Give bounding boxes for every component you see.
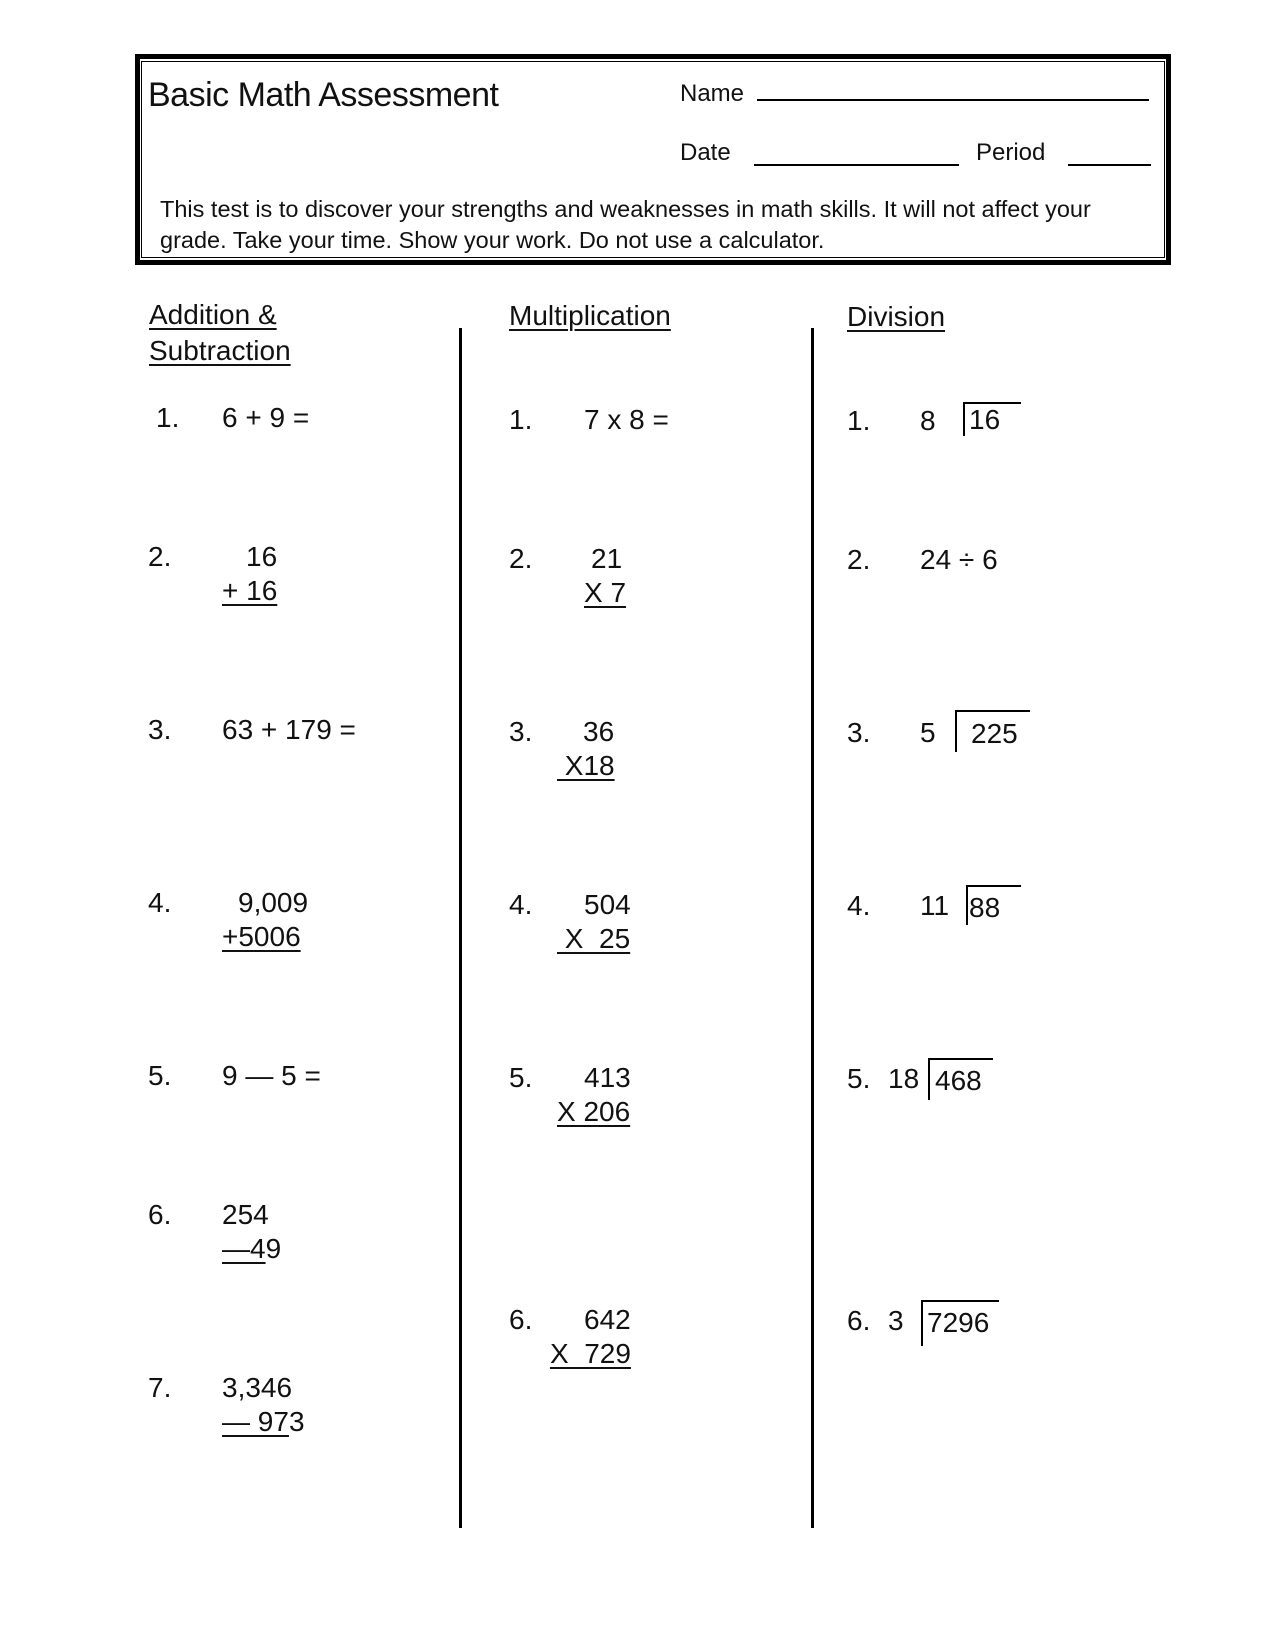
- date-label: Date: [680, 139, 731, 166]
- addition-problem-3-expression: 63 + 179 =: [222, 714, 356, 745]
- division-problem-5-dividend: 468: [935, 1065, 982, 1096]
- multiplication-problem-3-number: 3.: [509, 716, 533, 747]
- division-problem-5-divisor: 18: [888, 1063, 920, 1094]
- division-problem-1-number: 1.: [847, 405, 871, 436]
- multiplication-heading: Multiplication: [509, 300, 671, 331]
- addition-problem-4-top: 9,009: [238, 887, 309, 918]
- division-problem-1-bracket: [963, 402, 1021, 436]
- addition-problem-7-bottom-rest: 3: [288, 1406, 305, 1437]
- instructions-line-2: grade. Take your time. Show your work. Do not use a calculator.: [160, 227, 825, 253]
- multiplication-problem-4-number: 4.: [509, 889, 533, 920]
- multiplication-problem-1-expression: 7 x 8 =: [584, 404, 669, 435]
- addition-problem-4-number: 4.: [148, 887, 172, 918]
- multiplication-problem-4-top: 504: [584, 889, 631, 920]
- division-problem-3-divisor: 5: [920, 717, 936, 748]
- multiplication-problem-6-bottom: X 729: [550, 1338, 631, 1369]
- multiplication-problem-1-number: 1.: [509, 404, 533, 435]
- division-problem-4-divisor: 11: [920, 890, 950, 921]
- period-field[interactable]: [1068, 164, 1151, 166]
- addition-heading-line-2: Subtraction: [149, 335, 291, 366]
- column-divider-right: [811, 328, 814, 1528]
- name-field[interactable]: [757, 99, 1149, 101]
- addition-problem-2-top: 16: [246, 541, 278, 572]
- date-field[interactable]: [754, 164, 959, 166]
- division-problem-6-bracket: [921, 1300, 999, 1346]
- division-problem-4-bracket: [966, 885, 1021, 925]
- addition-problem-6-bottom-rest: 9: [265, 1233, 282, 1264]
- addition-problem-5-number: 5.: [148, 1060, 172, 1091]
- multiplication-problem-3-bottom: X18: [557, 750, 615, 781]
- addition-heading-line-1: Addition &: [149, 299, 277, 330]
- column-divider-left: [459, 328, 462, 1528]
- division-problem-6-divisor: 3: [888, 1305, 904, 1336]
- division-problem-3-number: 3.: [847, 717, 871, 748]
- division-problem-4-dividend: 88: [969, 892, 1001, 923]
- multiplication-problem-3-top: 36: [583, 716, 615, 747]
- addition-subtraction-heading: [149, 297, 291, 369]
- multiplication-problem-5-bottom: X 206: [557, 1096, 631, 1127]
- division-problem-4-number: 4.: [847, 890, 871, 921]
- instructions: [160, 194, 1091, 256]
- addition-problem-2-bottom: + 16: [222, 575, 278, 606]
- addition-problem-5-expression: 9 — 5 =: [222, 1060, 321, 1091]
- addition-problem-6-top: 254: [222, 1199, 269, 1230]
- period-label: Period: [976, 139, 1046, 166]
- division-problem-1-divisor: 8: [920, 405, 936, 436]
- multiplication-problem-2-bottom: X 7: [584, 577, 627, 608]
- page-title: Basic Math Assessment: [148, 76, 499, 114]
- multiplication-problem-6-number: 6.: [509, 1304, 533, 1335]
- name-label: Name: [680, 80, 745, 107]
- addition-problem-6-number: 6.: [148, 1199, 172, 1230]
- addition-problem-4-bottom: +5006: [222, 921, 301, 952]
- division-problem-6-dividend: 7296: [927, 1307, 990, 1338]
- division-problem-1-dividend: 16: [969, 404, 1001, 435]
- addition-problem-6-bottom-underlined: —4: [222, 1233, 266, 1264]
- multiplication-problem-5-top: 413: [584, 1062, 631, 1093]
- addition-problem-7-bottom: [222, 1406, 305, 1438]
- multiplication-problem-6-top: 642: [584, 1304, 631, 1335]
- addition-problem-2-number: 2.: [148, 541, 172, 572]
- division-problem-3-bracket: [955, 710, 1030, 752]
- addition-problem-7-bottom-underlined: — 97: [222, 1406, 289, 1437]
- addition-problem-1-number: 1.: [156, 402, 180, 433]
- division-problem-6-number: 6.: [847, 1305, 871, 1336]
- division-problem-2-number: 2.: [847, 544, 871, 575]
- division-problem-5-bracket: [928, 1058, 993, 1100]
- division-problem-5-number: 5.: [847, 1063, 871, 1094]
- division-problem-2-expression: 24 ÷ 6: [920, 544, 998, 575]
- multiplication-problem-4-bottom: X 25: [557, 923, 631, 954]
- addition-problem-3-number: 3.: [148, 714, 172, 745]
- addition-problem-1-expression: 6 + 9 =: [222, 402, 310, 433]
- division-problem-3-dividend: 225: [971, 718, 1018, 749]
- addition-problem-7-top: 3,346: [222, 1372, 293, 1403]
- division-heading: Division: [847, 301, 946, 332]
- multiplication-problem-2-top: 21: [591, 543, 623, 574]
- multiplication-problem-2-number: 2.: [509, 543, 533, 574]
- addition-problem-6-bottom: [222, 1233, 281, 1265]
- instructions-line-1: This test is to discover your strengths and weaknesses in math skills. It will not affect your: [160, 196, 1091, 222]
- multiplication-problem-5-number: 5.: [509, 1062, 533, 1093]
- addition-problem-7-number: 7.: [148, 1372, 172, 1403]
